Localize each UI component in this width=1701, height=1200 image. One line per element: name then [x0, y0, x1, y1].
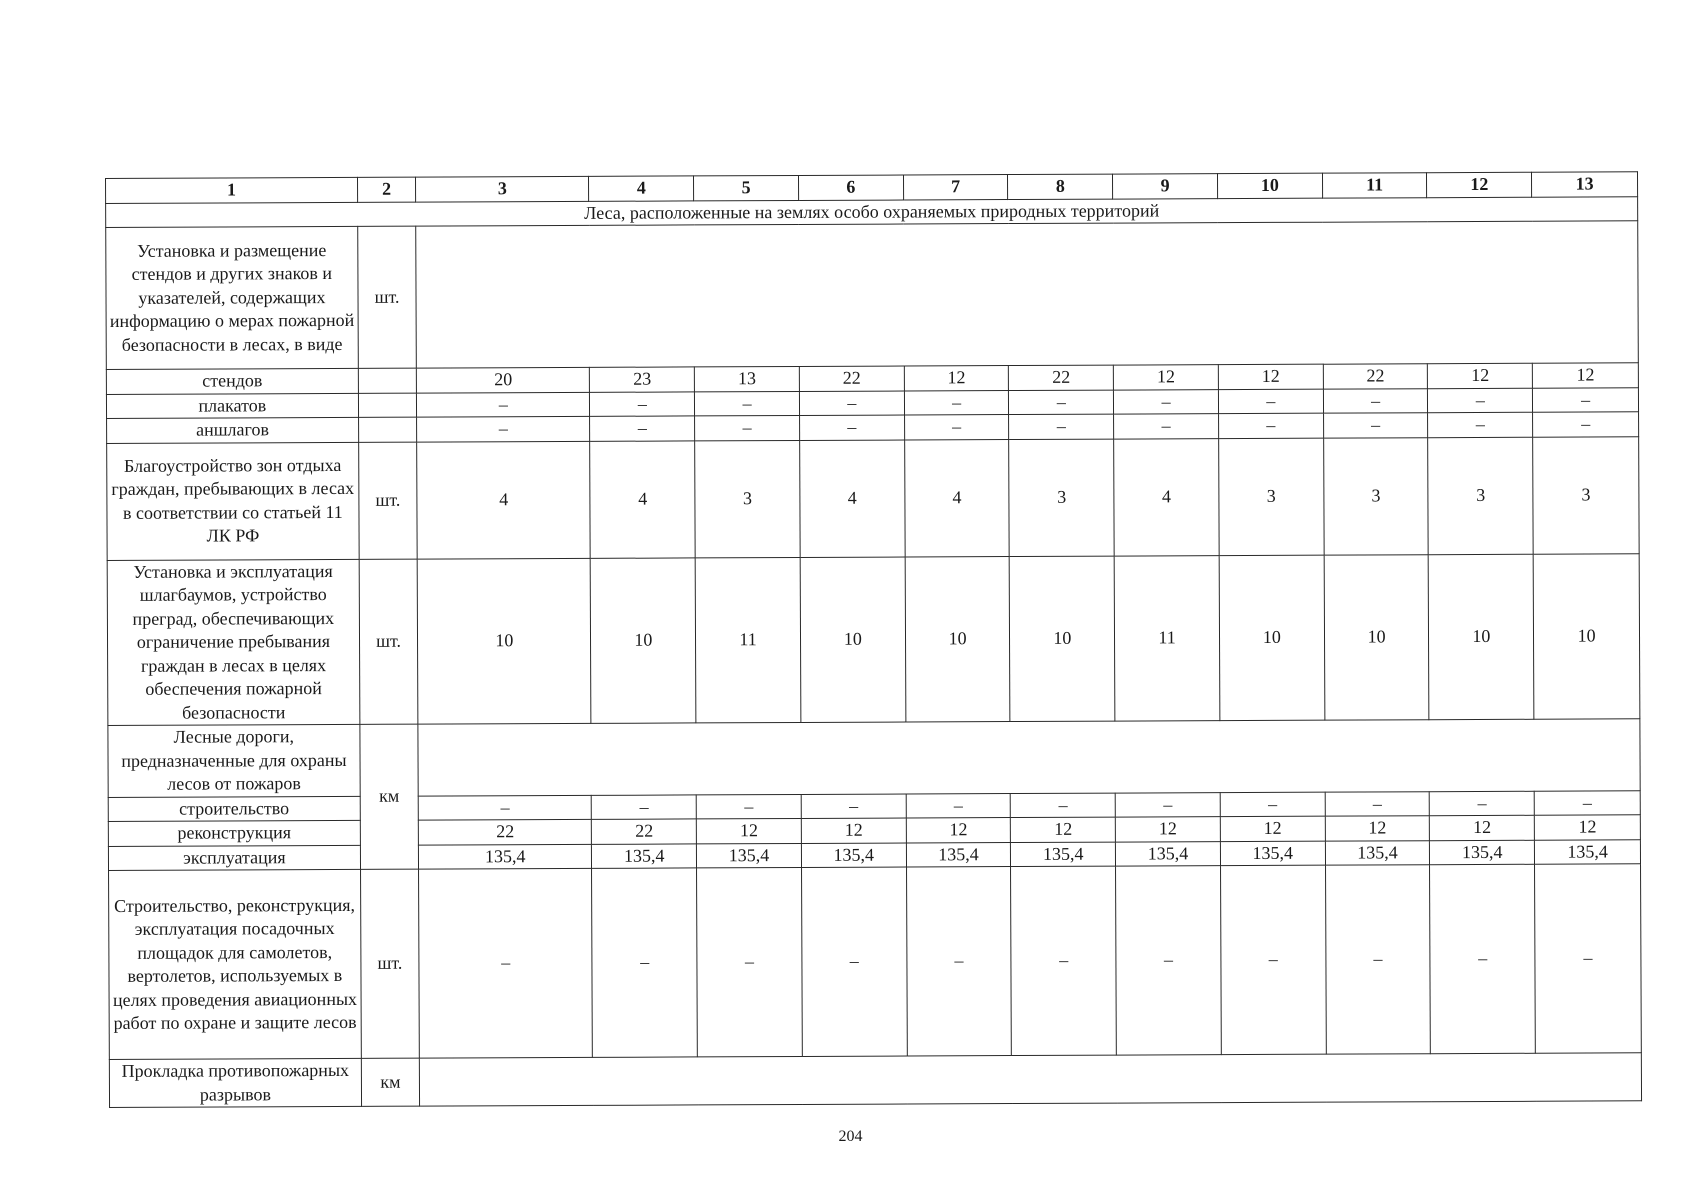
sub-item-label: плакатов [106, 393, 358, 419]
value-cell: – [1428, 388, 1533, 413]
header-cell: 3 [416, 176, 589, 201]
value-cell: 4 [1114, 438, 1219, 555]
value-cell: – [695, 391, 800, 416]
value-cell: – [1115, 792, 1220, 817]
value-cell: – [417, 416, 590, 441]
value-cell: 12 [904, 366, 1009, 391]
value-cell: – [1323, 413, 1428, 438]
value-cell: – [1428, 412, 1533, 437]
value-cell: 12 [801, 818, 906, 843]
value-cell: 12 [1430, 815, 1535, 840]
value-cell: 12 [1115, 817, 1220, 842]
table-row [108, 719, 1640, 797]
value-cell: – [419, 868, 593, 1058]
header-cell: 2 [357, 177, 416, 202]
value-cell: 12 [1218, 364, 1323, 389]
table-row [107, 553, 1640, 725]
value-cell: – [1220, 865, 1326, 1054]
row-description: Прокладка противопожарных разрывов [109, 1058, 361, 1107]
value-cell: – [1220, 792, 1325, 817]
header-cell: 1 [106, 177, 358, 203]
row-description: Установка и размещение стендов и других знаков и указателей, содержащих информацию о мерах пожарной безопасности в лесах, в виде [106, 226, 358, 369]
value-cell: – [592, 868, 698, 1057]
table-row [109, 1053, 1641, 1108]
header-cell: 7 [903, 175, 1008, 200]
value-cell: – [1430, 864, 1536, 1053]
value-cell: 23 [590, 367, 695, 392]
value-cell: 12 [1533, 363, 1639, 388]
value-cell: – [696, 794, 801, 819]
header-cell: 4 [589, 176, 694, 201]
empty-merged-cell [416, 221, 1638, 368]
header-cell: 9 [1113, 174, 1218, 199]
section-title: Леса, расположенные на землях особо охраняемых природных территорий [106, 196, 1638, 227]
value-cell: 11 [1114, 555, 1219, 721]
value-cell: 135,4 [801, 843, 906, 868]
table-row [106, 221, 1639, 370]
value-cell: – [801, 794, 906, 819]
value-cell: – [1114, 414, 1219, 439]
row-description: Строительство, реконструкция, эксплуатация посадочных площадок для самолетов, вертолетов, используемых в целях проведения авиационных работ по охране и защите лесов [109, 869, 362, 1059]
value-cell: 12 [1325, 816, 1430, 841]
value-cell: 10 [591, 557, 696, 723]
unit-cell: шт. [358, 226, 417, 368]
value-cell: 10 [1429, 554, 1534, 720]
value-cell: 22 [592, 819, 697, 844]
empty-merged-cell [420, 1053, 1642, 1106]
unit-cell [358, 417, 417, 442]
value-cell: – [697, 867, 803, 1056]
value-cell: – [1533, 412, 1639, 437]
value-cell: – [904, 415, 1009, 440]
value-cell: 135,4 [906, 842, 1011, 867]
value-cell: 12 [1114, 365, 1219, 390]
unit-cell [358, 368, 417, 393]
value-cell: 3 [695, 440, 800, 557]
value-cell: 12 [1220, 816, 1325, 841]
value-cell: – [1534, 790, 1640, 815]
header-cell: 11 [1322, 173, 1427, 198]
fire-safety-table [105, 171, 1642, 1108]
value-cell: 135,4 [1220, 841, 1325, 866]
value-cell: 12 [1428, 363, 1533, 388]
header-cell: 8 [1008, 174, 1113, 199]
table-row [109, 864, 1642, 1060]
header-cell: 13 [1532, 172, 1638, 197]
unit-cell: км [360, 724, 419, 869]
sub-item-label: строительство [108, 796, 360, 822]
value-cell: – [1116, 866, 1222, 1055]
value-cell: – [592, 794, 697, 819]
value-cell: – [1114, 389, 1219, 414]
value-cell: 135,4 [592, 843, 697, 868]
value-cell: 135,4 [697, 843, 802, 868]
value-cell: 4 [800, 440, 905, 557]
value-cell: 22 [1323, 364, 1428, 389]
value-cell: 22 [1009, 365, 1114, 390]
value-cell: 3 [1533, 436, 1639, 553]
page-number: 204 [838, 1128, 863, 1145]
value-cell: – [1535, 864, 1642, 1053]
value-cell: 13 [695, 366, 800, 391]
value-cell: – [1009, 390, 1114, 415]
value-cell: 135,4 [1011, 842, 1116, 867]
value-cell: – [590, 391, 695, 416]
value-cell: 11 [695, 557, 800, 723]
unit-cell: шт. [359, 559, 418, 725]
value-cell: 10 [417, 558, 591, 724]
value-cell: – [1011, 866, 1117, 1055]
unit-cell [358, 393, 417, 418]
value-cell: – [801, 867, 907, 1056]
row-description: Лесные дороги, предназначенные для охраны лесов от пожаров [108, 724, 360, 797]
value-cell: – [417, 392, 590, 417]
value-cell: 135,4 [1430, 840, 1535, 865]
sub-item-label: стендов [106, 368, 358, 394]
value-cell: – [904, 390, 1009, 415]
value-cell: – [1323, 388, 1428, 413]
value-cell: 10 [1533, 553, 1640, 719]
value-cell: 4 [590, 440, 695, 557]
value-cell: – [1430, 791, 1535, 816]
header-cell: 6 [798, 175, 903, 200]
value-cell: 3 [1428, 437, 1533, 554]
empty-merged-cell [418, 719, 1640, 796]
value-cell: 20 [417, 367, 590, 392]
value-cell: – [906, 793, 1011, 818]
sub-item-label: эксплуатация [108, 845, 360, 871]
header-cell: 5 [694, 175, 799, 200]
value-cell: 12 [1534, 815, 1640, 840]
value-cell: – [1325, 865, 1431, 1054]
value-cell: – [1325, 791, 1430, 816]
sub-item-label: реконструкция [108, 820, 360, 846]
table-row [107, 436, 1639, 560]
value-cell: – [1009, 414, 1114, 439]
header-cell: 12 [1427, 172, 1532, 197]
unit-cell: шт. [360, 869, 419, 1058]
value-cell: – [418, 795, 591, 820]
value-cell: 12 [1011, 817, 1116, 842]
value-cell: 135,4 [1116, 841, 1221, 866]
value-cell: 10 [1219, 555, 1324, 721]
value-cell: – [1218, 389, 1323, 414]
value-cell: – [906, 867, 1012, 1056]
sub-item-label: аншлагов [107, 417, 359, 443]
value-cell: 10 [1010, 556, 1115, 722]
value-cell: 135,4 [1325, 840, 1430, 865]
value-cell: – [1218, 413, 1323, 438]
value-cell: 10 [905, 556, 1010, 722]
value-cell: – [590, 416, 695, 441]
value-cell: 12 [906, 818, 1011, 843]
value-cell: 3 [1219, 438, 1324, 555]
value-cell: – [1533, 387, 1639, 412]
value-cell: 22 [419, 819, 592, 844]
unit-cell: км [361, 1058, 420, 1106]
value-cell: 135,4 [419, 844, 592, 869]
value-cell: – [695, 415, 800, 440]
value-cell: 22 [799, 366, 904, 391]
unit-cell: шт. [358, 442, 417, 559]
value-cell: 12 [696, 818, 801, 843]
value-cell: 4 [417, 441, 591, 559]
value-cell: 10 [1324, 554, 1429, 720]
value-cell: – [1011, 793, 1116, 818]
value-cell: 4 [904, 439, 1009, 556]
value-cell: 3 [1323, 437, 1428, 554]
value-cell: – [799, 415, 904, 440]
value-cell: 3 [1009, 439, 1114, 556]
row-description: Установка и эксплуатация шлагбаумов, устройство преград, обеспечивающих ограничение пребывания граждан в лесах в целях обеспечения пожарной безопасности [107, 559, 360, 726]
row-description: Благоустройство зон отдыха граждан, пребывающих в лесах в соответствии со статьей 11 ЛК РФ [107, 442, 359, 560]
header-cell: 10 [1217, 173, 1322, 198]
value-cell: – [799, 391, 904, 416]
value-cell: 135,4 [1535, 839, 1641, 864]
value-cell: 10 [800, 557, 905, 723]
